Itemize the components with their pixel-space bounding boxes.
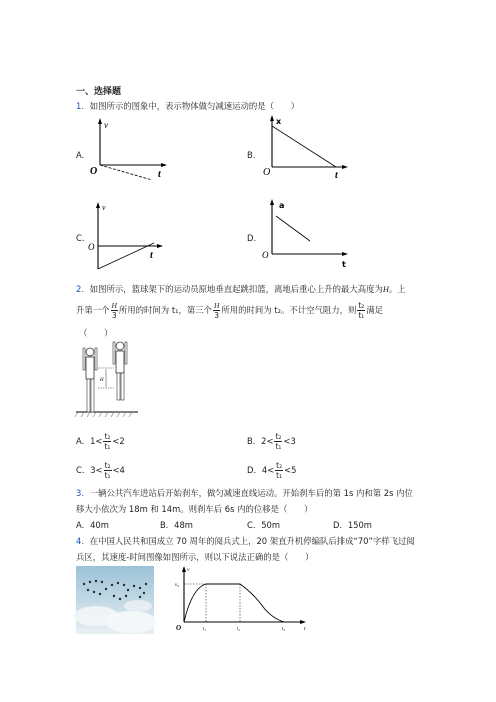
question-4-line2: 兵区，其速度-时间图像如图所示，则以下说法正确的是（ ） [76, 552, 314, 562]
q1-b-y-label: x [276, 117, 282, 126]
question-4-number: 4． [76, 536, 90, 546]
q2-option-c: C．3< $\frac{\text{t₂}}{\text{t₁}}$ <4 [76, 461, 125, 480]
question-1-text [76, 100, 299, 112]
q4-line1-text: 在中国人民共和国成立 70 周年的阅兵式上，20 架直升机停编队后排成“70”字样飞过阅 [89, 536, 415, 546]
q2-fraction-H3-second: $\frac{H}{3}$ [213, 301, 220, 320]
q3-option-b: B．48m [160, 520, 193, 530]
q4-graph-t3: t₃ [282, 627, 286, 632]
q1-graph-a [90, 115, 180, 185]
q2-figure-H: H [100, 378, 104, 383]
q4-graph-x-label: t [304, 626, 306, 632]
q3-line1-text: 一辆公共汽车进站后开始刹车，做匀减速直线运动。开始刹车后的第 1s 内和第 2s 内位 [89, 488, 413, 498]
question-2-number: 2． [76, 284, 90, 294]
q2-option-d: D．4< $\frac{\text{t₂}}{\text{t₁}}$ <5 [247, 461, 297, 480]
question-2-line1 [76, 283, 406, 295]
q2-line2-b: 所用的时间为 t₁，第三个 [118, 305, 212, 315]
q1-d-x-label: t [342, 260, 346, 269]
q1-graph-b [262, 112, 362, 182]
question-3-line1 [76, 487, 413, 499]
q4-graph-origin: O [176, 624, 182, 632]
q4-graph-t1: t₁ [203, 627, 207, 632]
q1-b-origin: O [263, 167, 271, 178]
q2-line2-c: 所用的时间为 t₂。不计空气阻力，则 [221, 305, 357, 315]
q1-a-y-label: v [104, 120, 108, 130]
q2-option-a: A．1< $\frac{\text{t₂}}{\text{t₁}}$ <2 [76, 432, 125, 451]
q1-c-y-label: v [102, 203, 106, 212]
q2-line1-text: 如图所示，篮球架下的运动员原地垂直起跳扣篮，离地后重心上升的最大高度为 [89, 284, 383, 294]
q2-H-symbol: H [382, 285, 389, 294]
q1-graph-c [88, 196, 178, 276]
q1-b-x-label: t [335, 170, 338, 181]
question-2-line2 [76, 301, 383, 320]
q1-d-y-label: a [279, 201, 285, 210]
q2-fraction-t2t1: $\frac{\text{t₂}}{\text{t₁}}$ [358, 301, 365, 320]
q1-c-origin: O [88, 242, 95, 252]
q2-line2-d: 满足 [366, 305, 384, 315]
q2-bracket: （ ） [79, 328, 113, 338]
q1-a-origin: O [90, 166, 98, 177]
q4-vt-graph [172, 564, 317, 634]
q3-option-a: A．40m [76, 520, 109, 530]
q3-option-d: D．150m [333, 520, 372, 530]
q1-option-c-label: C. [76, 233, 85, 243]
question-3-number: 3． [76, 488, 90, 498]
q4-photo-helicopters [76, 566, 154, 634]
q1-d-origin: O [262, 250, 269, 260]
q4-graph-y-label: v [187, 567, 190, 573]
question-4-line1 [76, 535, 415, 547]
q2-figure-players [76, 340, 146, 418]
q4-graph-v0: v₀ [175, 583, 179, 588]
q1-option-d-label: D. [247, 233, 257, 243]
q2-fraction-H3: $\frac{H}{3}$ [111, 301, 117, 320]
question-1-stem: 如图所示的图象中，表示物体做匀减速运动的是（ ） [89, 101, 300, 111]
q2-line2-a: 升第一个 [76, 305, 110, 315]
question-3-line2: 移大小依次为 18m 和 14m。则刹车后 6s 内的位移是（ ） [76, 504, 313, 514]
q2-line1-end: 。上 [388, 284, 406, 294]
q1-graph-d [262, 196, 362, 276]
q2-option-b: B．2< $\frac{\text{t₂}}{\text{t₁}}$ <3 [247, 432, 296, 451]
q1-c-x-label: t [150, 250, 153, 261]
section-title: 一、选择题 [76, 87, 122, 97]
q1-option-a-label: A. [76, 150, 85, 160]
q1-a-x-label: t [158, 169, 161, 180]
question-1-number: 1． [76, 101, 90, 111]
q1-option-b-label: B. [247, 150, 256, 160]
q3-option-c: C．50m [247, 520, 281, 530]
q4-graph-t2: t₂ [237, 627, 241, 632]
